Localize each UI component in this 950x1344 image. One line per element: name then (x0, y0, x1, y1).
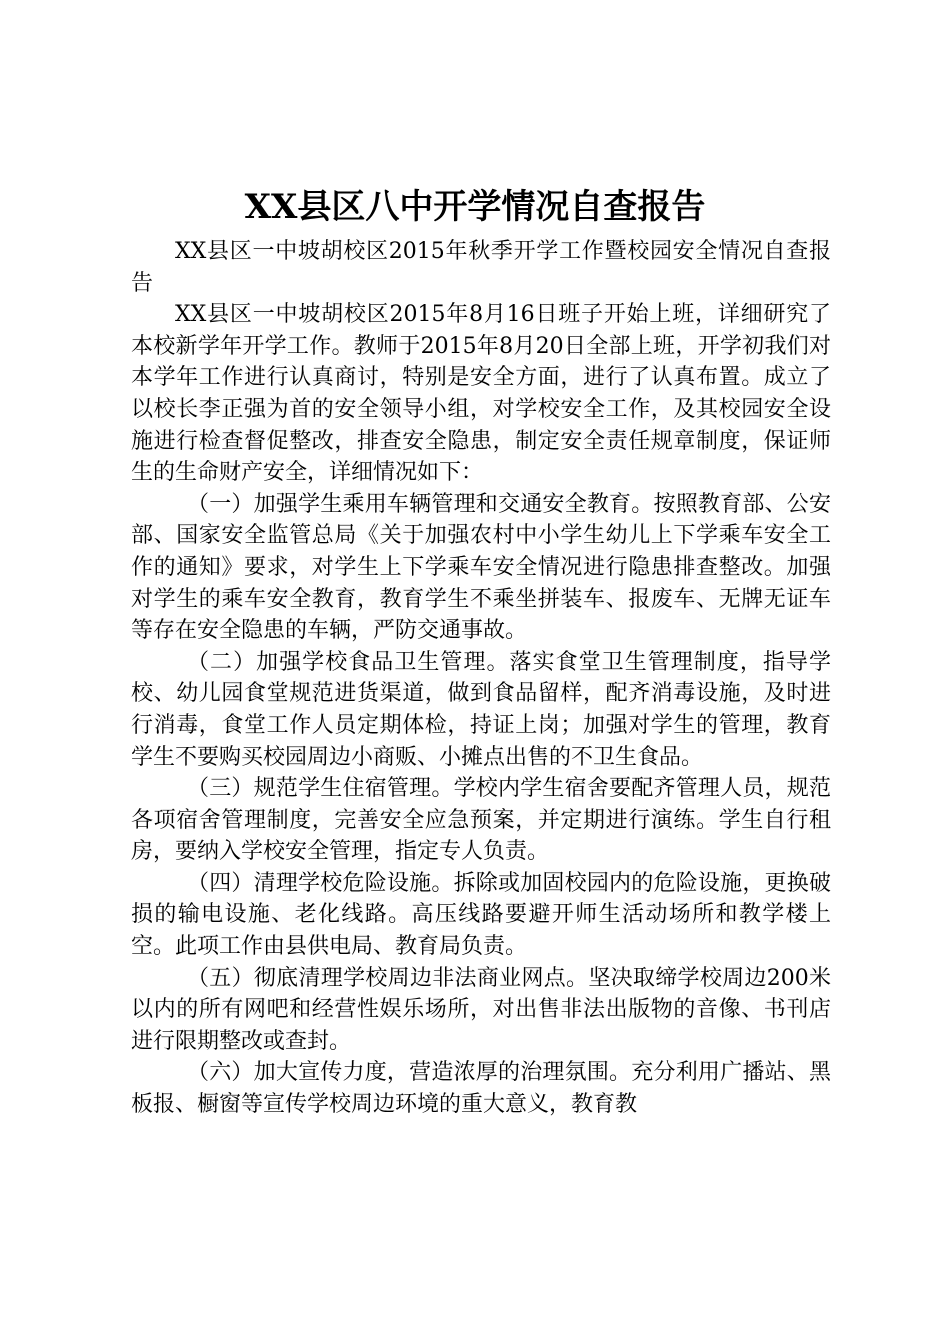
item-paragraph-2: （二）加强学校食品卫生管理。落实食堂卫生管理制度，指导学校、幼儿园食堂规范进货渠道，做到食品留样，配齐消毒设施，及时进行消毒，食堂工作人员定期体检，持证上岗；加强对学生的管理，教育学生不要购买校园周边小商贩、小摊点出售的不卫生食品。 (131, 649, 831, 770)
intro-paragraph: XX县区一中坡胡校区2015年8月16日班子开始上班，详细研究了本校新学年开学工作。教师于2015年8月20日全部上班，开学初我们对本学年工作进行认真商讨，特别是安全方面，进行了认真布置。成立了以校长李正强为首的安全领导小组，对学校安全工作，及其校园安全设施进行检查督促整改，排查安全隐患，制定安全责任规章制度，保证师生的生命财产安全，详细情况如下： (131, 302, 831, 486)
item-paragraph-6: （六）加大宣传力度，营造浓厚的治理氛围。充分利用广播站、黑板报、橱窗等宣传学校周边环境的重大意义，教育教 (131, 1060, 831, 1118)
item-paragraph-3: （三）规范学生住宿管理。学校内学生宿舍要配齐管理人员，规范各项宿舍管理制度，完善安全应急预案，并定期进行演练。学生自行租房，要纳入学校安全管理，指定专人负责。 (131, 776, 831, 865)
item-paragraph-1: （一）加强学生乘用车辆管理和交通安全教育。按照教育部、公安部、国家安全监管总局《关于加强农村中小学生幼儿上下学乘车安全工作的通知》要求，对学生上下学乘车安全情况进行隐患排查整改。加强对学生的乘车安全教育，教育学生不乘坐拼装车、报废车、无牌无证车等存在安全隐患的车辆，严防交通事故。 (131, 491, 831, 644)
item-paragraph-4: （四）清理学校危险设施。拆除或加固校园内的危险设施，更换破损的输电设施、老化线路。高压线路要避开师生活动场所和教学楼上空。此项工作由县供电局、教育局负责。 (131, 870, 831, 960)
document-body (131, 236, 831, 1121)
document-title: XX县区八中开学情况自查报告 (244, 187, 706, 227)
item-paragraph-5: （五）彻底清理学校周边非法商业网点。坚决取缔学校周边200米以内的所有网吧和经营性娱乐场所，对出售非法出版物的音像、书刊店进行限期整改或查封。 (131, 965, 831, 1054)
subtitle-paragraph: XX县区一中坡胡校区2015年秋季开学工作暨校园安全情况自查报告 (131, 239, 831, 296)
